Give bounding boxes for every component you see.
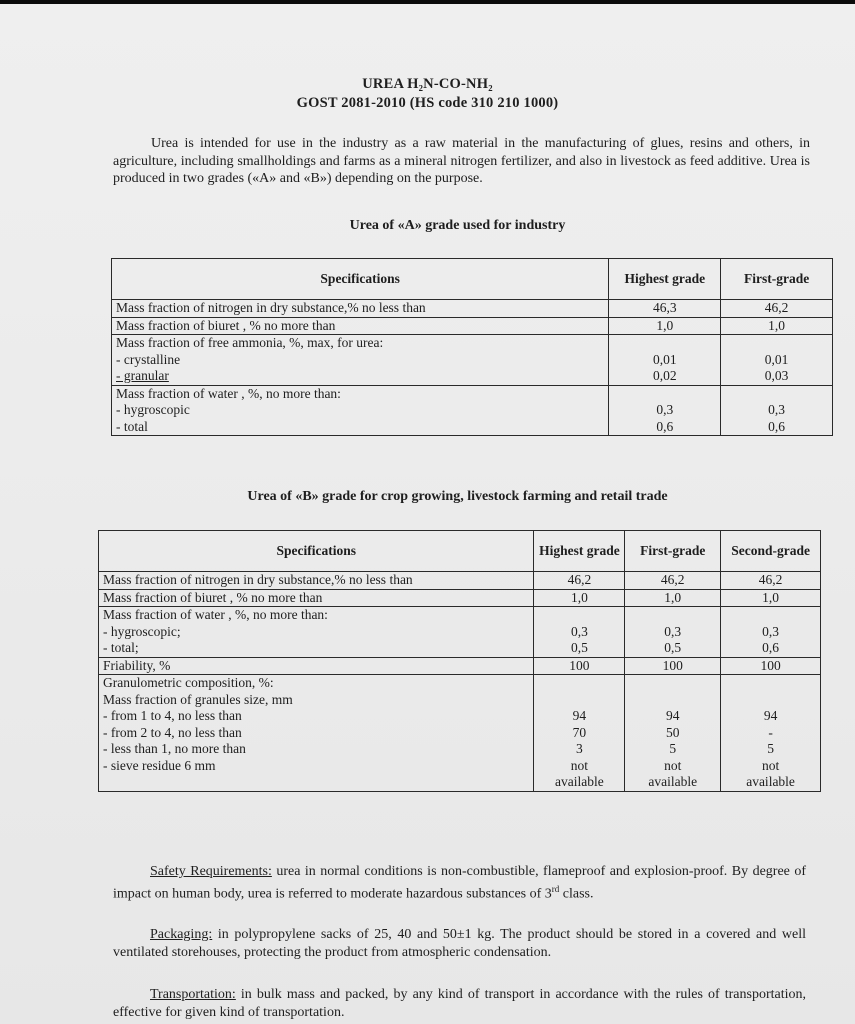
value-cell: 0,6	[656, 418, 674, 434]
value-cell: not	[570, 757, 589, 773]
value-group	[534, 607, 625, 658]
safety-text-end: class.	[559, 886, 594, 902]
table-a-caption: Urea of «A» grade used for industry	[349, 218, 566, 233]
packaging-text: in polypropylene sacks of 25, 40 and 50±1 kg. The product should be stored in a covered and well ventilated storehouses, protecting the product from atmospheric condensation.	[113, 927, 806, 960]
table-a-header-highest: Highest grade	[609, 259, 721, 300]
document-standard: GOST 2081-2010 (HS code 310 210 1000)	[296, 95, 559, 111]
value-cell: 0,3	[768, 402, 786, 417]
value-cell: 50	[665, 724, 680, 740]
table-b	[98, 530, 821, 792]
safety-heading: Safety Requirements:	[150, 864, 272, 879]
value-group	[625, 607, 721, 658]
value-cell: 5	[669, 741, 677, 756]
table-row	[112, 300, 833, 318]
value-cell: 46,2	[721, 300, 833, 318]
value-group	[721, 607, 821, 658]
table-row	[99, 589, 821, 607]
table-a-header-specifications: Specifications	[112, 259, 609, 300]
value-cell: 0,5	[664, 640, 682, 655]
value-cell: 0,3	[664, 623, 682, 639]
value-cell: 1,0	[721, 317, 833, 335]
value-group	[721, 385, 833, 436]
table-row	[112, 335, 833, 386]
value-cell: 0,01	[652, 351, 677, 367]
table-row	[99, 572, 821, 590]
value-cell: 100	[625, 657, 721, 675]
row-label: Mass fraction of water , %, no more than:	[103, 607, 328, 622]
value-cell: 0,03	[764, 368, 789, 383]
value-cell: available	[555, 774, 604, 789]
table-a-header-row	[112, 259, 833, 300]
value-cell: 0,6	[768, 418, 786, 434]
row-label-group	[112, 385, 609, 436]
value-cell: 0,01	[764, 351, 789, 367]
value-cell: 1,0	[609, 317, 721, 335]
value-cell: -	[768, 724, 773, 740]
row-sublabel: - total	[116, 418, 148, 434]
value-cell: 0,3	[762, 623, 780, 639]
transportation-paragraph	[113, 986, 806, 1021]
value-cell: 5	[767, 741, 774, 756]
table-b-caption: Urea of «B» grade for crop growing, livestock farming and retail trade	[247, 489, 668, 504]
table-row	[99, 607, 821, 658]
transportation-heading: Transportation:	[150, 987, 236, 1002]
row-label: Mass fraction of granules size, mm	[103, 691, 293, 707]
row-label: Granulometric composition, %:	[103, 675, 274, 690]
value-cell: available	[746, 774, 795, 789]
value-cell: 1,0	[625, 589, 721, 607]
intro-paragraph: Urea is intended for use in the industry as a raw material in the manufacturing of glues, resins and others, in agriculture, including smallholdings and farms as a mineral nitrogen fertilizer, and also in livestock as feed additive. Urea is produced in two grades («A» and «B») depending on the purpose.	[113, 136, 810, 186]
value-cell: 94	[763, 708, 778, 723]
row-sublabel: - granular	[116, 368, 169, 383]
value-group	[721, 335, 833, 386]
document-title: UREA H₂N-CO-NH₂	[362, 76, 493, 92]
value-cell: 94	[572, 708, 587, 723]
value-group	[609, 335, 721, 386]
row-label: Mass fraction of biuret , % no more than	[99, 589, 534, 607]
row-sublabel: - hygroscopic;	[103, 623, 181, 639]
table-b-header-specifications: Specifications	[99, 531, 534, 572]
packaging-paragraph	[113, 926, 806, 961]
table-row	[112, 317, 833, 335]
value-cell: 46,2	[625, 572, 721, 590]
row-sublabel: - total;	[103, 640, 139, 655]
value-cell: 46,2	[721, 572, 821, 590]
row-label: Mass fraction of nitrogen in dry substance,% no less than	[112, 300, 609, 318]
value-cell: 0,6	[762, 640, 780, 655]
value-cell: 100	[534, 657, 625, 675]
row-sublabel: - from 2 to 4, no less than	[103, 724, 242, 740]
row-label: Mass fraction of water , %, no more than:	[116, 385, 341, 401]
table-b-header-highest: Highest grade	[534, 531, 625, 572]
value-cell: 100	[721, 657, 821, 675]
row-sublabel: - crystalline	[116, 351, 181, 367]
value-cell: 46,3	[609, 300, 721, 318]
value-cell: not	[761, 757, 780, 773]
table-row	[99, 675, 821, 792]
value-group	[721, 675, 821, 792]
packaging-heading: Packaging:	[150, 927, 213, 942]
row-label: Friability, %	[99, 657, 534, 675]
row-label-group	[99, 675, 534, 792]
row-sublabel: - from 1 to 4, no less than	[103, 708, 242, 723]
row-label-group	[112, 335, 609, 386]
row-label-group	[99, 607, 534, 658]
row-label: Mass fraction of nitrogen in dry substance,% no less than	[99, 572, 534, 590]
table-a-header-first: First-grade	[721, 259, 833, 300]
transportation-text: in bulk mass and packed, by any kind of transport in accordance with the rules of transportation, effective for given kind of transportation.	[113, 987, 806, 1020]
safety-text: urea in normal conditions is non-combustible, flameproof and explosion-proof. By degree of impact on human body, urea is referred to moderate hazardous substances of 3	[113, 864, 806, 902]
value-cell: 1,0	[721, 589, 821, 607]
value-cell: 1,0	[534, 589, 625, 607]
value-cell: 3	[576, 741, 583, 756]
value-group	[625, 675, 721, 792]
safety-sup: rd	[551, 883, 560, 894]
value-cell: 70	[572, 724, 587, 740]
value-cell: 0,3	[656, 402, 674, 417]
value-cell: 46,2	[534, 572, 625, 590]
value-cell: not	[664, 757, 682, 773]
table-b-header-first: First-grade	[625, 531, 721, 572]
table-b-header-second: Second-grade	[721, 531, 821, 572]
table-b-header-row	[99, 531, 821, 572]
value-group	[534, 675, 625, 792]
row-sublabel: - hygroscopic	[116, 402, 190, 417]
value-cell: 0,02	[652, 368, 677, 383]
row-label: Mass fraction of biuret , % no more than	[112, 317, 609, 335]
value-cell: 94	[665, 708, 680, 723]
safety-paragraph	[113, 863, 806, 903]
value-cell: 0,3	[570, 623, 588, 639]
row-sublabel: - less than 1, no more than	[103, 741, 246, 756]
value-group	[609, 385, 721, 436]
table-row	[99, 657, 821, 675]
value-cell: 0,5	[570, 640, 588, 655]
table-row	[112, 385, 833, 436]
value-cell: available	[648, 774, 698, 789]
row-sublabel: - sieve residue 6 mm	[103, 757, 216, 773]
row-label: Mass fraction of free ammonia, %, max, for urea:	[116, 335, 384, 350]
table-a	[111, 258, 833, 436]
